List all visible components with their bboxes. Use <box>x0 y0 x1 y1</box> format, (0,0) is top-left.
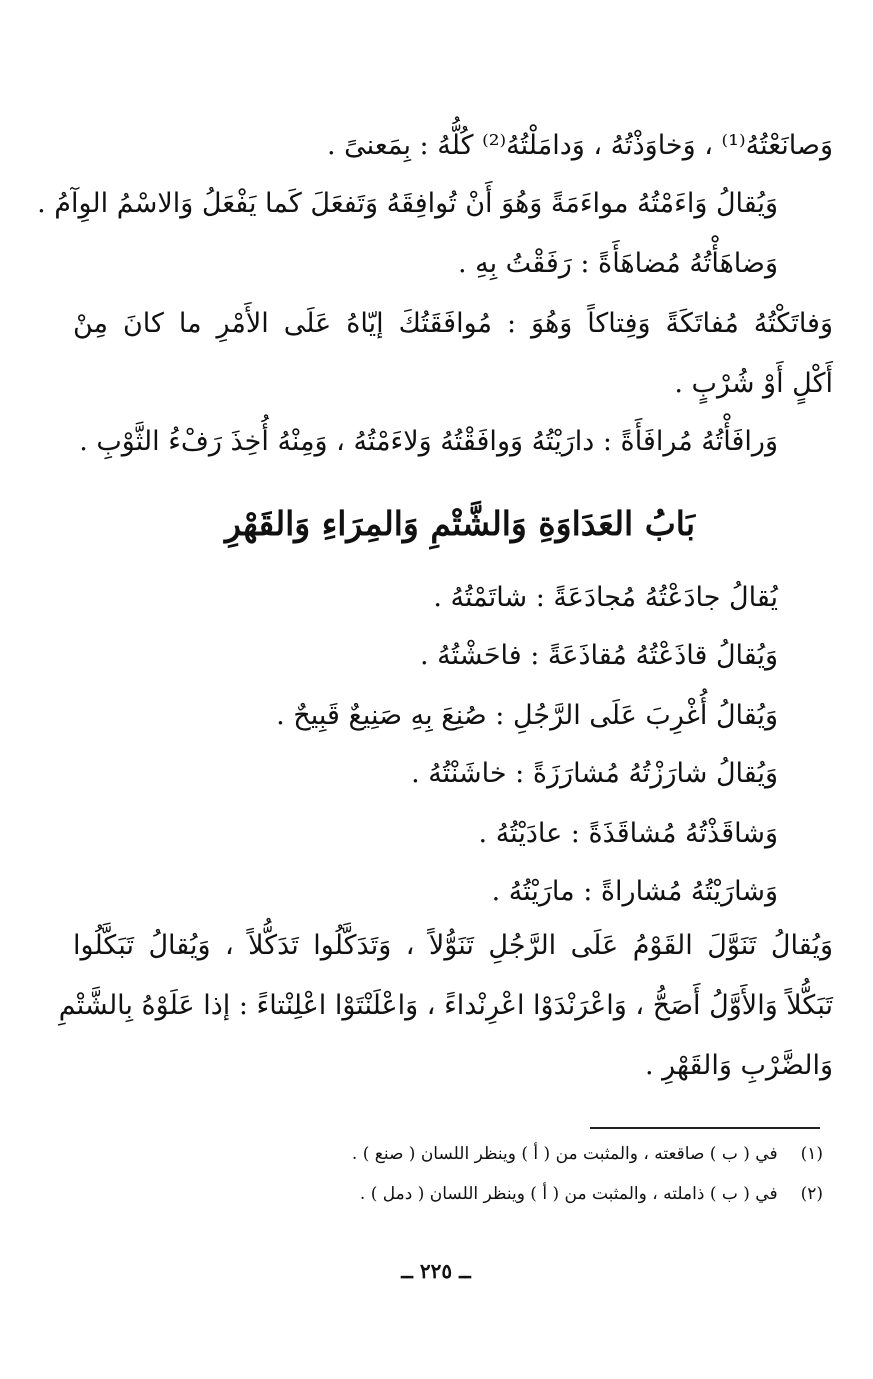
body-line-2: وَيُقالُ وَاءَمْتُهُ مواءَمَةً وَهُوَ أَنْ تُوافِقَهُ وَتَفعَلَ كَما يَفْعَلُ وَالاسْمُ الوِآمُ . <box>37 188 778 219</box>
footnote-separator <box>590 1127 820 1129</box>
body-line-3: وَضاهَأْتُهُ مُضاهَأَةً : رَفَقْتُ بِهِ . <box>457 248 778 279</box>
body-line-6: وَرافَأْتُهُ مُرافَأَةً : دارَيْتُهُ وَوافَقْتُهُ وَلاءَمْتُهُ ، وَمِنْهُ أُخِذَ رَفْءُ الثَّوْبِ . <box>79 426 778 457</box>
section-line-6: وَشارَيْتُهُ مُشاراةً : مارَيْتُهُ . <box>491 876 778 907</box>
section-line-8: تَبَكُّلاً وَالأَوَّلُ أَصَحُّ ، وَاعْرَنْدَوْا اعْرِنْداءً ، وَاعْلَنْتَوْا اعْلِنْتاءً : إذا عَلَوْهُ بِالشَّتْمِ <box>58 990 833 1021</box>
footnote-2 <box>63 1180 823 1208</box>
section-heading: بَابُ العَدَاوَةِ وَالشَّتْمِ وَالمِرَاءِ وَالقَهْرِ <box>224 504 696 543</box>
section-line-1: يُقالُ جادَعْتُهُ مُجادَعَةً : شاتَمْتُهُ . <box>433 582 778 613</box>
footnote-number: (١) <box>800 1144 823 1164</box>
body-line-4: وَفاتَكْتُهُ مُفاتَكَةً وَفِتاكاً وَهُوَ : مُوافَقَتُكَ إيّاهُ عَلَى الأَمْرِ ما كانَ مِنْ <box>73 308 833 339</box>
section-line-5: وَشاقَذْتُهُ مُشاقَذَةً : عادَيْتُهُ . <box>478 818 778 849</box>
section-line-9: وَالضَّرْبِ وَالقَهْرِ . <box>644 1050 833 1081</box>
footnote-1 <box>63 1140 823 1168</box>
section-line-3: وَيُقالُ أُغْرِبَ عَلَى الرَّجُلِ : صُنِعَ بِهِ صَنِيعٌ قَبِيحٌ . <box>276 700 778 731</box>
section-line-2: وَيُقالُ قاذَعْتُهُ مُقاذَعَةً : فاحَشْتُهُ . <box>419 640 778 671</box>
footnote-text: في ( ب ) صاقعته ، والمثبت من ( أ ) وينظر اللسان ( صنع ) . <box>351 1144 778 1164</box>
page-number: ــ ٢٢٥ ــ <box>401 1259 471 1283</box>
body-line-1: وَصانَعْتُهُ⁽¹⁾ ، وَخاوَذْتُهُ ، وَدامَلْتُهُ⁽²⁾ كُلُّهُ : بِمَعنىً . <box>327 130 833 161</box>
section-line-7: وَيُقالُ تَنَوَّلَ القَوْمُ عَلَى الرَّجُلِ تَنَوُّلاً ، وَتَدَكَّلُوا تَدَكُّلاً ، وَيُقالُ تَبَكَّلُوا <box>73 930 833 961</box>
footnote-number: (٢) <box>800 1184 823 1204</box>
body-line-5: أَكْلٍ أَوْ شُرْبٍ . <box>674 368 833 399</box>
footnote-text: في ( ب ) ذاملته ، والمثبت من ( أ ) وينظر اللسان ( دمل ) . <box>359 1184 778 1204</box>
section-line-4: وَيُقالُ شارَزْتُهُ مُشارَزَةً : خاشَنْتُهُ . <box>411 758 778 789</box>
